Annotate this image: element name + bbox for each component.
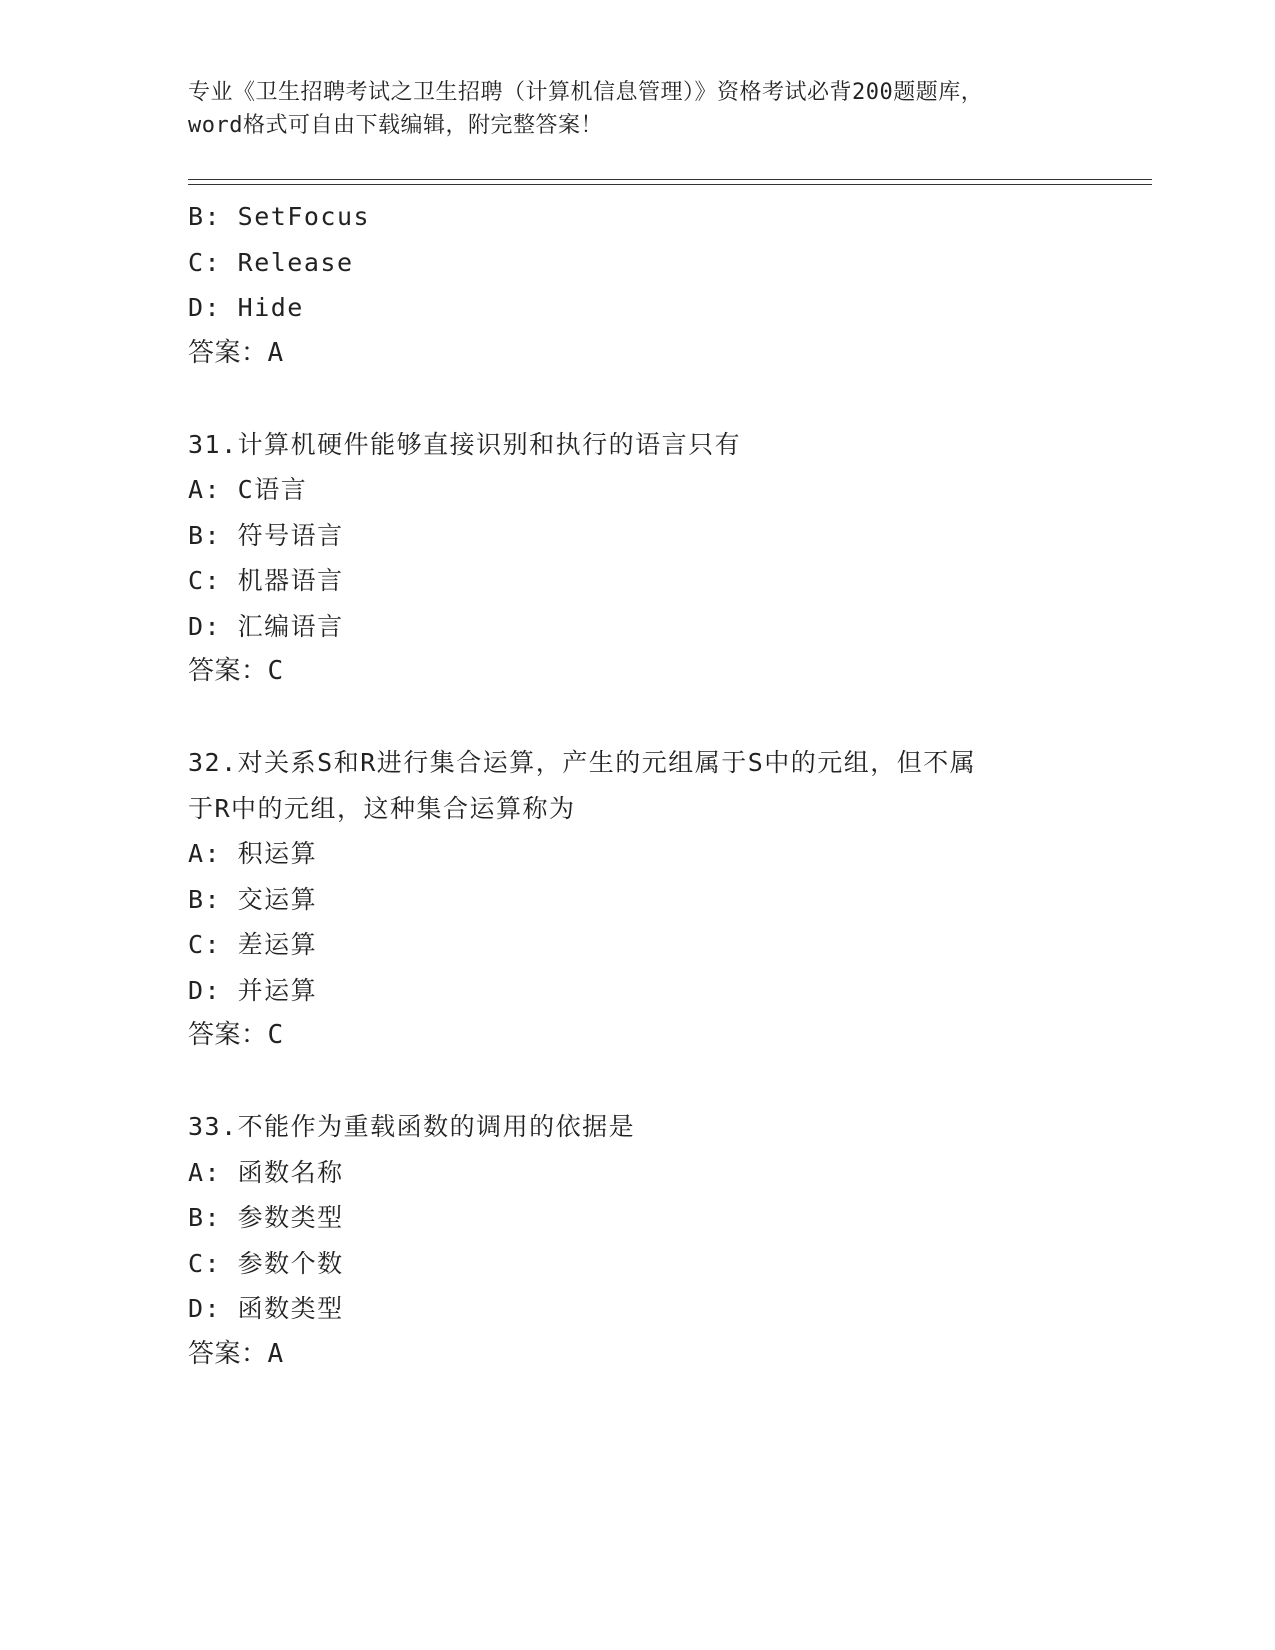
option-d: D: 函数类型 [188, 1294, 344, 1323]
answer-line: 答案：C [188, 1020, 284, 1050]
option-b: B: 符号语言 [188, 520, 344, 550]
option-b: B: SetFocus [188, 202, 371, 231]
option-b: B: 参数类型 [188, 1203, 344, 1232]
question-stem: 33.不能作为重载函数的调用的依据是 [188, 1112, 636, 1141]
option-a: A: 积运算 [188, 839, 318, 868]
answer-line: 答案：C [188, 656, 284, 686]
header-title-line-2: word格式可自由下载编辑，附完整答案！ [188, 113, 603, 138]
question-stem-continued: 于R中的元组，这种集合运算称为 [188, 793, 576, 823]
spacer [188, 1059, 1108, 1105]
answer-line: 答案：A [188, 337, 284, 368]
option-d: D: 汇编语言 [188, 611, 344, 641]
option-d: D: 并运算 [188, 975, 318, 1005]
header-divider-bottom [188, 184, 1152, 185]
option-b: B: 交运算 [188, 884, 318, 914]
option-c: C: Release [188, 247, 354, 277]
option-a: A: C语言 [188, 475, 308, 504]
spacer [188, 695, 1108, 741]
previous-question-tail [188, 194, 1108, 376]
question-33 [188, 1104, 1108, 1377]
option-c: C: 参数个数 [188, 1248, 344, 1278]
question-stem: 32.对关系S和R进行集合运算，产生的元组属于S中的元组，但不属 [188, 748, 977, 777]
question-31 [188, 422, 1108, 695]
question-list [188, 194, 1108, 1377]
option-c: C: 差运算 [188, 930, 318, 959]
header-title-line-1: 专业《卫生招聘考试之卫生招聘（计算机信息管理）》资格考试必背200题题库， [188, 80, 984, 105]
answer-line: 答案：A [188, 1338, 284, 1369]
document-header [188, 76, 1088, 142]
header-divider-top [188, 179, 1152, 180]
question-stem: 31.计算机硬件能够直接识别和执行的语言只有 [188, 429, 742, 459]
option-c: C: 机器语言 [188, 566, 344, 595]
spacer [188, 376, 1108, 422]
question-32 [188, 740, 1108, 1059]
option-a: A: 函数名称 [188, 1157, 344, 1187]
option-d: D: Hide [188, 293, 304, 322]
